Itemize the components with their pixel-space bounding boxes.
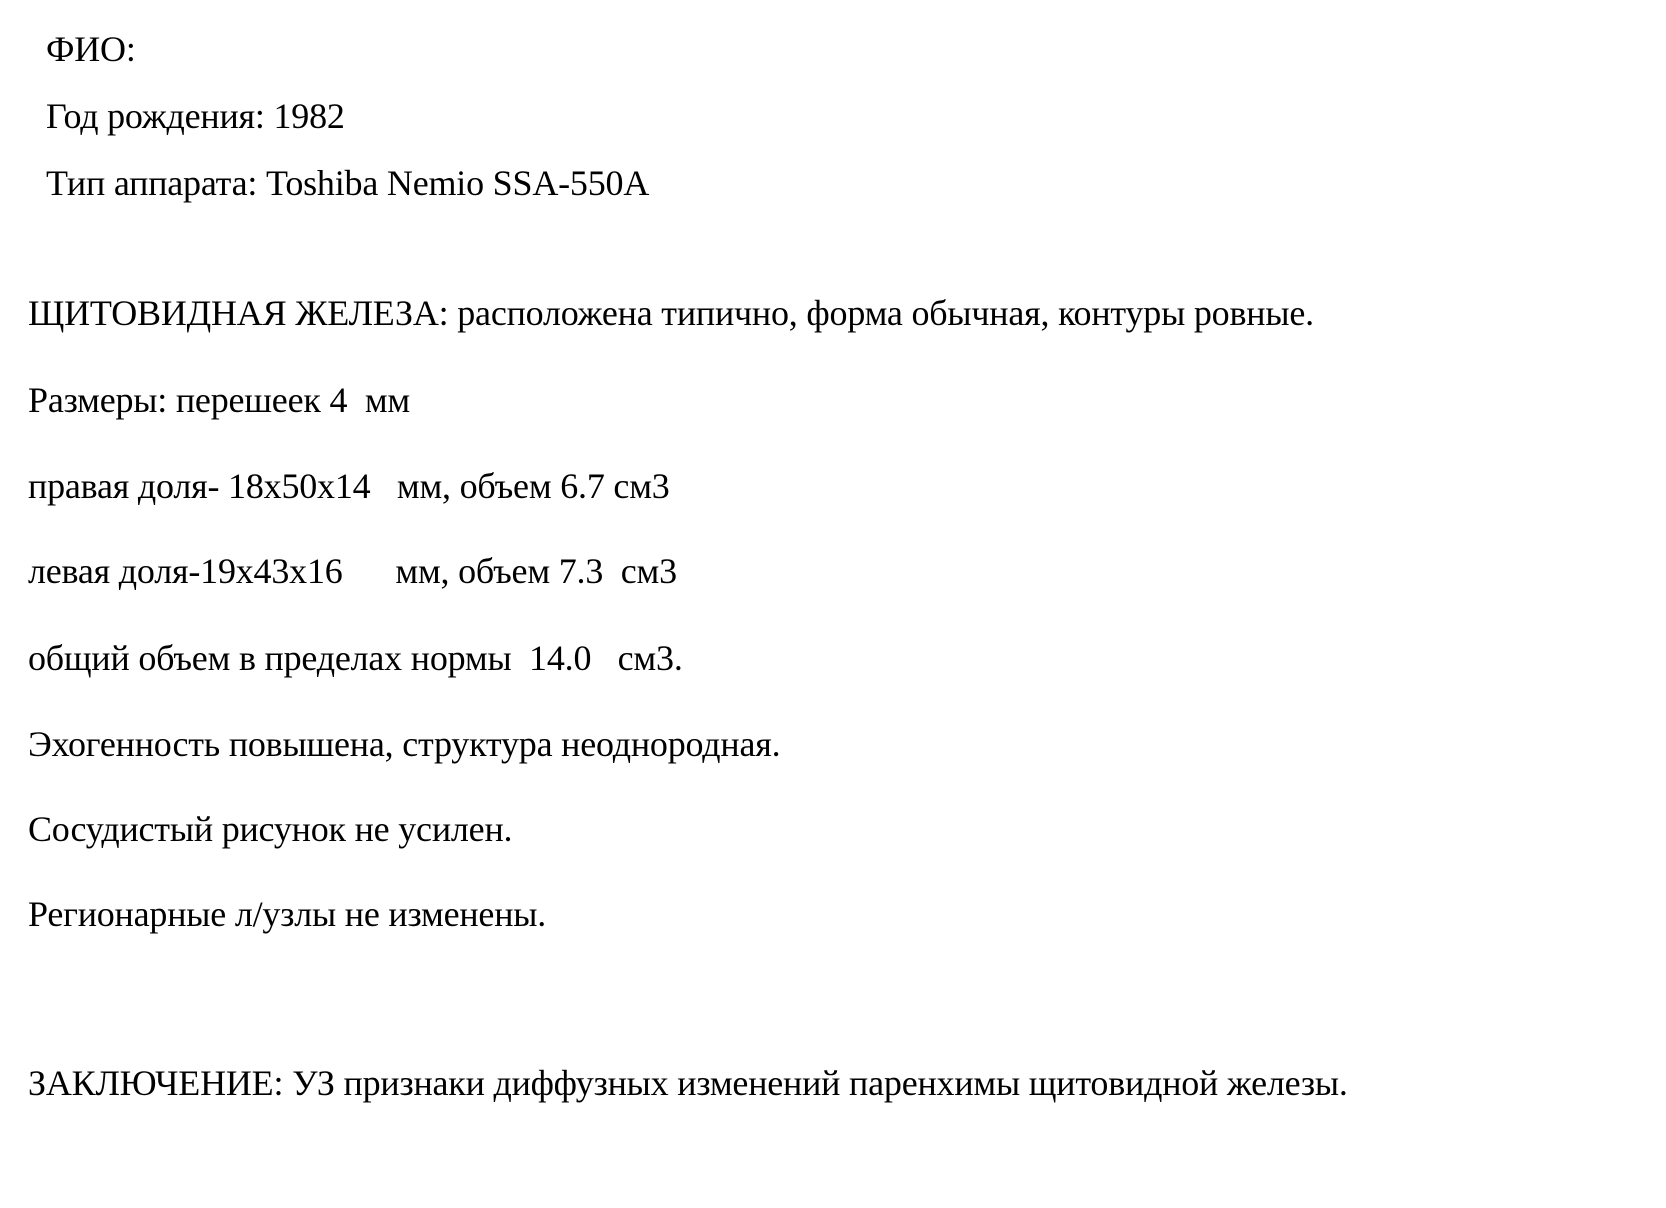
right-lobe-line: правая доля- 18х50х14 мм, объем 6.7 см3 [28, 466, 670, 506]
thyroid-description-line: ЩИТОВИДНАЯ ЖЕЛЕЗА: расположена типично, форма обычная, контуры ровные. [28, 293, 1314, 333]
device-line: Тип аппарата: Toshiba Nemio SSA-550A [46, 163, 650, 203]
sizes-line: Размеры: перешеек 4 мм [28, 380, 411, 420]
vascular-pattern-line: Сосудистый рисунок не усилен. [28, 809, 513, 849]
fio-label: ФИО: [46, 29, 136, 69]
left-lobe-line: левая доля-19х43х16 мм, объем 7.3 см3 [28, 551, 677, 591]
total-volume-line: общий объем в пределах нормы 14.0 см3. [28, 638, 683, 678]
lymph-nodes-line: Регионарные л/узлы не изменены. [28, 894, 547, 934]
echogenicity-line: Эхогенность повышена, структура неоднородная. [28, 724, 781, 764]
conclusion-line: ЗАКЛЮЧЕНИЕ: УЗ признаки диффузных изменений паренхимы щитовидной железы. [28, 1063, 1348, 1103]
birth-year-line: Год рождения: 1982 [46, 96, 345, 136]
